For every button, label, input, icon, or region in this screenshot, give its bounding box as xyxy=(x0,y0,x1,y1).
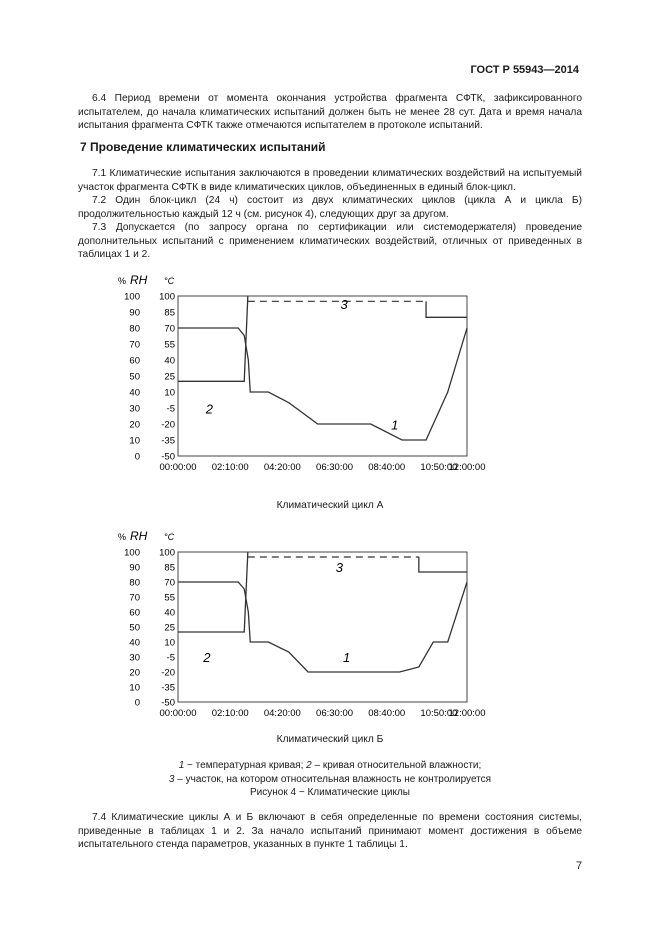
temp-tick-label: 40 xyxy=(164,355,175,367)
curve-annotation-1: 1 xyxy=(391,417,399,433)
document-header: ГОСТ Р 55943—2014 xyxy=(470,64,579,76)
rh-tick-label: 100 xyxy=(124,547,140,559)
curve-annotation-2: 2 xyxy=(203,650,211,665)
temp-tick-label: -20 xyxy=(161,667,175,679)
temp-tick-label: 10 xyxy=(164,637,175,649)
temp-tick-label: 40 xyxy=(164,607,175,619)
section-title: 7 Проведение климатических испытаний xyxy=(80,140,326,154)
curve-annotation-3: 3 xyxy=(335,560,343,575)
temp-tick-label: 25 xyxy=(164,622,175,634)
rh-tick-label: 90 xyxy=(129,562,140,574)
temp-tick-label: -5 xyxy=(166,652,175,664)
temp-tick-label: -35 xyxy=(161,682,175,694)
legend-number-3: 3 xyxy=(168,773,175,785)
curve-annotation-1: 1 xyxy=(342,650,351,665)
paragraph-7-1 xyxy=(78,167,582,194)
figure-title: Рисунок 4 − Климатические циклы xyxy=(250,787,410,799)
temp-tick-label: 55 xyxy=(164,339,175,351)
x-tick-label: 06:30:00 xyxy=(316,462,354,473)
x-tick-label: 00:00:00 xyxy=(159,462,197,473)
temp-tick-label: 10 xyxy=(164,387,175,399)
rh-tick-label: 70 xyxy=(129,339,140,351)
rh-axis-label: RH xyxy=(130,273,148,287)
series-1-line xyxy=(178,328,467,440)
rh-tick-label: 0 xyxy=(134,697,140,709)
legend-number-1: 1 xyxy=(178,760,185,771)
rh-tick-label: 20 xyxy=(129,419,140,431)
rh-tick-label: 90 xyxy=(129,307,140,319)
rh-tick-label: 50 xyxy=(129,371,140,383)
paragraph-7-4 xyxy=(78,811,582,852)
rh-tick-label: 70 xyxy=(129,592,140,604)
legend-number-2: 2 xyxy=(306,760,312,771)
paragraph-6-4-text: 6.4 Период времени от момента окончания устройства фрагмента СФТК, зафиксированного испытателем, до начала климатических испытаний должен быть не менее 28 сут. Дата и время начала испытания фрагмента СФТК также отмечаются испытателем в протоколе испытаний. xyxy=(78,93,582,132)
temp-tick-label: 70 xyxy=(164,323,175,335)
rh-tick-label: 60 xyxy=(129,355,140,367)
temp-tick-label: -50 xyxy=(161,451,175,463)
rh-tick-label: 20 xyxy=(129,667,140,679)
temp-tick-label: 85 xyxy=(164,562,175,574)
paragraph-7-1-text: 7.1 Климатические испытания заключаются в проведении климатических воздействий на испытуемый участок фрагмента СФТК в виде климатических циклов, объединенных в единый блок-цикл. xyxy=(78,168,582,193)
x-tick-label: 00:00:00 xyxy=(159,708,197,719)
rh-tick-label: 10 xyxy=(129,435,140,447)
temp-unit-label: °C xyxy=(164,532,175,542)
rh-tick-label: 10 xyxy=(129,682,140,694)
temp-tick-label: -5 xyxy=(166,403,175,415)
chart-b-caption: Климатический цикл Б xyxy=(276,734,384,745)
curve-annotation-2: 2 xyxy=(205,401,213,417)
temp-tick-label: 55 xyxy=(164,592,175,604)
rh-unit-label: % xyxy=(118,276,127,286)
rh-tick-label: 80 xyxy=(129,323,140,335)
rh-tick-label: 0 xyxy=(134,451,140,463)
rh-tick-label: 100 xyxy=(124,291,140,303)
series-3-line-solid xyxy=(419,557,467,572)
x-tick-label: 08:40:00 xyxy=(368,708,406,719)
temp-unit-label: °C xyxy=(164,276,175,286)
temp-tick-label: 85 xyxy=(164,307,175,319)
x-tick-label: 12:00:00 xyxy=(448,708,486,719)
temp-tick-label: -20 xyxy=(161,419,175,431)
legend-text-2: – кривая относительной влажности; xyxy=(311,760,482,771)
x-tick-label: 10:50:00 xyxy=(420,462,458,473)
rh-tick-label: 30 xyxy=(129,403,140,415)
temp-tick-label: 70 xyxy=(164,577,175,589)
temp-tick-label: -35 xyxy=(161,435,175,447)
plot-frame xyxy=(178,296,467,456)
rh-unit-label: % xyxy=(118,532,127,542)
paragraph-6-4 xyxy=(78,92,582,133)
chart-cycle-b xyxy=(100,530,530,725)
paragraph-7-4-text: 7.4 Климатические циклы А и Б включают в себя определенные по времени состояния системы, приведенные в таблицах 1 и 2. За начало испытаний принимают момент достижения в объеме испытательного стенда параметров, указанных в пункте 1 таблицы 1. xyxy=(78,812,582,851)
chart-a-caption: Климатический цикл А xyxy=(276,500,384,511)
legend-text-1: − температурная кривая; xyxy=(184,760,307,771)
paragraph-7-2-text: 7.2 Один блок-цикл (24 ч) состоит из двух климатических циклов (цикла А и цикла Б) продолжительностью каждый 12 ч (см. рисунок 4), следующих друг за другом. xyxy=(78,195,582,220)
plot-frame xyxy=(178,552,467,702)
temp-tick-label: 100 xyxy=(159,291,175,303)
page-number: 7 xyxy=(576,860,583,872)
x-tick-label: 04:20:00 xyxy=(263,708,301,719)
temp-tick-label: -50 xyxy=(161,697,175,709)
series-1-line xyxy=(178,582,467,672)
legend-line-2 xyxy=(78,773,582,787)
paragraph-7-3-text: 7.3 Допускается (по запросу органа по сертификации или системодержателя) проведение дополнительных испытаний с применением климатических воздействий, отличных от приведенных в таблицах 1 и 2. xyxy=(78,222,582,261)
rh-axis-label: RH xyxy=(130,530,148,543)
rh-tick-label: 80 xyxy=(129,577,140,589)
legend-line-1 xyxy=(78,759,582,773)
rh-tick-label: 40 xyxy=(129,387,140,399)
x-tick-label: 02:10:00 xyxy=(211,462,249,473)
x-tick-label: 02:10:00 xyxy=(211,708,249,719)
series-3-line-solid xyxy=(426,301,467,317)
chart-cycle-a xyxy=(100,266,530,478)
x-tick-label: 04:20:00 xyxy=(263,462,301,473)
paragraph-7-3 xyxy=(78,221,582,262)
x-tick-label: 08:40:00 xyxy=(368,462,406,473)
series-2-line xyxy=(178,552,248,632)
rh-tick-label: 30 xyxy=(129,652,140,664)
temp-tick-label: 100 xyxy=(159,547,175,559)
rh-tick-label: 50 xyxy=(129,622,140,634)
rh-tick-label: 60 xyxy=(129,607,140,619)
x-tick-label: 06:30:00 xyxy=(316,708,354,719)
x-tick-label: 10:50:00 xyxy=(420,708,458,719)
legend-text-3: – участок, на котором относительная влажность не контролируется xyxy=(174,773,492,785)
curve-annotation-3: 3 xyxy=(340,296,348,312)
series-2-line xyxy=(178,296,248,381)
x-tick-label: 12:00:00 xyxy=(448,462,486,473)
figure-legend xyxy=(78,759,582,800)
temp-tick-label: 25 xyxy=(164,371,175,383)
rh-tick-label: 40 xyxy=(129,637,140,649)
paragraph-7-2 xyxy=(78,194,582,221)
